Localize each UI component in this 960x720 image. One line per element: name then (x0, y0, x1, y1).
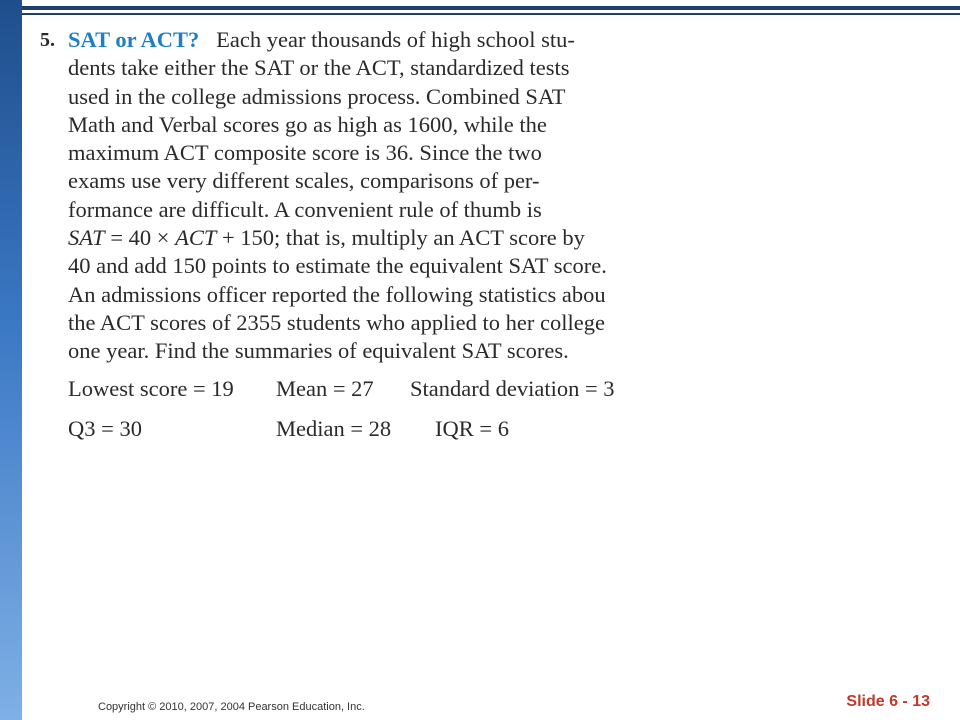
problem-line: formance are difficult. A convenient rule of thumb is (68, 196, 542, 222)
formula-rest: + 150; that is, multiply an ACT score by (216, 225, 585, 251)
problem-line: An admissions officer reported the following statistics abou (68, 281, 606, 307)
formula-act: ACT (175, 225, 217, 251)
problem-line: used in the college admissions process. Combined SAT (68, 83, 566, 109)
top-rule (22, 6, 960, 10)
problem-line: exams use very different scales, comparisons of per- (68, 168, 540, 194)
formula-eq: = 40 × (104, 225, 176, 251)
problem-body (68, 26, 660, 366)
copyright-notice: Copyright © 2010, 2007, 2004 Pearson Education, Inc. (98, 701, 365, 713)
problem-line: one year. Find the summaries of equivalent SAT scores. (68, 338, 569, 364)
problem-text (40, 26, 660, 366)
problem-line: dents take either the SAT or the ACT, standardized tests (68, 55, 570, 81)
stat-iqr: IQR = 6 (435, 416, 509, 441)
formula-sat: SAT (68, 225, 105, 251)
problem-line: Math and Verbal scores go as high as 1600, while the (68, 111, 547, 137)
top-rule-thin (22, 13, 960, 15)
problem-title: SAT or ACT? (68, 27, 200, 52)
stat-median: Median = 28 (276, 416, 392, 441)
formula-line (68, 224, 660, 252)
stat-mean: Mean = 27 (276, 376, 374, 401)
slide-number: Slide 6 - 13 (846, 693, 930, 710)
left-accent-bar (0, 0, 22, 720)
problem-line: the ACT scores of 2355 students who applied to her college (68, 309, 605, 335)
stat-q3: Q3 = 30 (68, 416, 142, 441)
problem-line-text: Each year thousands of high school stu- (216, 27, 575, 52)
problem-line: 40 and add 150 points to estimate the equivalent SAT score. (68, 253, 607, 279)
problem-line: maximum ACT composite score is 36. Since the two (68, 140, 542, 166)
problem-line (68, 26, 660, 54)
stat-lowest-score: Lowest score = 19 (68, 376, 234, 401)
stat-standard-deviation: Standard deviation = 3 (410, 376, 615, 401)
problem-number: 5. (40, 29, 55, 51)
